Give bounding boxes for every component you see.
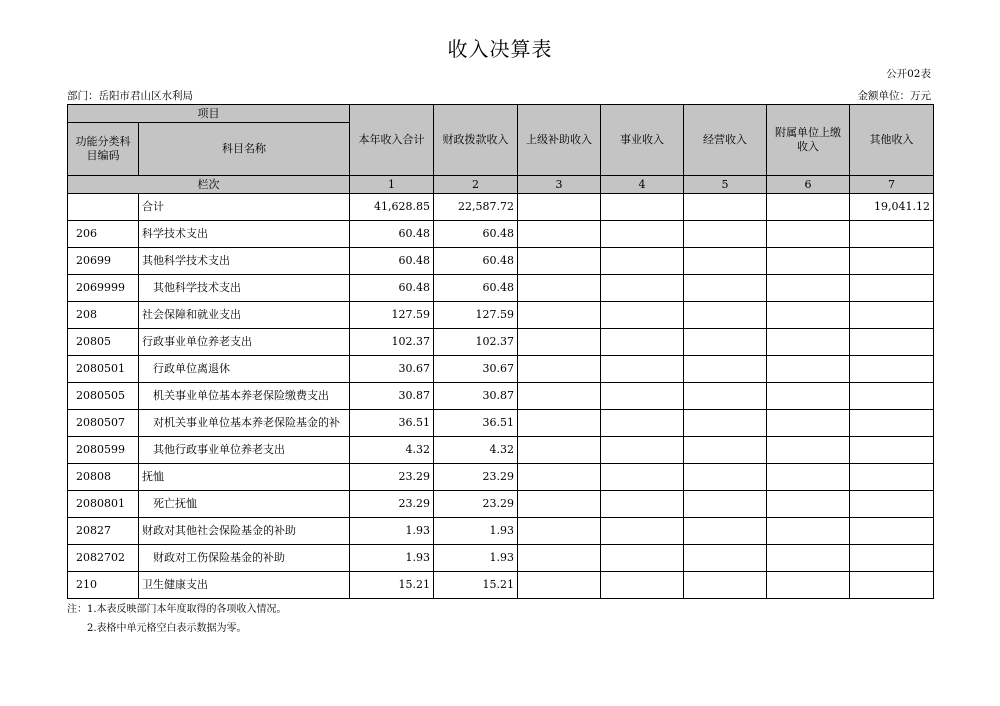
- cell-superior: [518, 491, 601, 518]
- cell-other: [850, 383, 934, 410]
- cell-operating: [684, 410, 767, 437]
- cell-fiscal: 60.48: [434, 275, 518, 302]
- cell-other: [850, 410, 934, 437]
- cell-fiscal: 23.29: [434, 464, 518, 491]
- table-row: [68, 356, 934, 383]
- cell-code: 20827: [68, 518, 139, 545]
- header-fiscal: 财政拨款收入: [434, 105, 518, 176]
- cell-business: [601, 383, 684, 410]
- cell-fiscal: 60.48: [434, 221, 518, 248]
- cell-affiliated: [767, 464, 850, 491]
- form-number: 公开02表: [886, 68, 931, 80]
- cell-affiliated: [767, 275, 850, 302]
- cell-total: 1.93: [350, 518, 434, 545]
- cell-name: 其他科学技术支出: [139, 248, 350, 275]
- cell-fiscal: 36.51: [434, 410, 518, 437]
- cell-affiliated: [767, 248, 850, 275]
- header-business: 事业收入: [601, 105, 684, 176]
- cell-name: 行政单位离退休: [139, 356, 350, 383]
- cell-affiliated: [767, 545, 850, 572]
- cell-name: 财政对工伤保险基金的补助: [139, 545, 350, 572]
- cell-code: 2080599: [68, 437, 139, 464]
- cell-affiliated: [767, 329, 850, 356]
- cell-total: 23.29: [350, 491, 434, 518]
- cell-name: 对机关事业单位基本养老保险基金的补: [139, 410, 350, 437]
- income-table: [67, 104, 934, 599]
- cell-total: 23.29: [350, 464, 434, 491]
- department-label: 部门：岳阳市君山区水利局: [67, 90, 193, 102]
- cell-operating: [684, 194, 767, 221]
- table-row: [68, 302, 934, 329]
- cell-other: [850, 329, 934, 356]
- cell-code: 2082702: [68, 545, 139, 572]
- cell-fiscal: 60.48: [434, 248, 518, 275]
- cell-name: 机关事业单位基本养老保险缴费支出: [139, 383, 350, 410]
- cell-superior: [518, 221, 601, 248]
- cell-operating: [684, 437, 767, 464]
- cell-business: [601, 302, 684, 329]
- table-row: [68, 275, 934, 302]
- cell-business: [601, 194, 684, 221]
- column-number: 1: [350, 176, 434, 194]
- cell-business: [601, 356, 684, 383]
- cell-operating: [684, 491, 767, 518]
- cell-name: 社会保障和就业支出: [139, 302, 350, 329]
- cell-operating: [684, 302, 767, 329]
- column-number: 7: [850, 176, 934, 194]
- cell-total: 1.93: [350, 545, 434, 572]
- table-row: [68, 572, 934, 599]
- note-line: 注：1.本表反映部门本年度取得的各项收入情况。: [67, 604, 287, 615]
- cell-name: 死亡抚恤: [139, 491, 350, 518]
- cell-code: 20699: [68, 248, 139, 275]
- cell-business: [601, 545, 684, 572]
- cell-business: [601, 275, 684, 302]
- note-line: 2.表格中单元格空白表示数据为零。: [87, 623, 247, 634]
- cell-code: 2080507: [68, 410, 139, 437]
- cell-affiliated: [767, 221, 850, 248]
- cell-fiscal: 127.59: [434, 302, 518, 329]
- cell-operating: [684, 356, 767, 383]
- cell-name: 其他行政事业单位养老支出: [139, 437, 350, 464]
- header-other: 其他收入: [850, 105, 934, 176]
- table-row: [68, 410, 934, 437]
- table-row: [68, 194, 934, 221]
- cell-code: 2080505: [68, 383, 139, 410]
- cell-total: 30.87: [350, 383, 434, 410]
- cell-operating: [684, 518, 767, 545]
- table-row: [68, 464, 934, 491]
- header-operating: 经营收入: [684, 105, 767, 176]
- header-code: 功能分类科目编码: [68, 123, 139, 176]
- table-row: [68, 545, 934, 572]
- cell-affiliated: [767, 302, 850, 329]
- header-affiliated: 附属单位上缴收入: [767, 105, 850, 176]
- cell-operating: [684, 464, 767, 491]
- column-number: 5: [684, 176, 767, 194]
- cell-affiliated: [767, 356, 850, 383]
- cell-total: 60.48: [350, 275, 434, 302]
- cell-code: [68, 194, 139, 221]
- cell-other: [850, 464, 934, 491]
- cell-other: [850, 302, 934, 329]
- header-superior: 上级补助收入: [518, 105, 601, 176]
- cell-business: [601, 221, 684, 248]
- cell-operating: [684, 572, 767, 599]
- cell-business: [601, 248, 684, 275]
- cell-other: [850, 275, 934, 302]
- cell-total: 60.48: [350, 248, 434, 275]
- column-number: 2: [434, 176, 518, 194]
- cell-superior: [518, 572, 601, 599]
- cell-business: [601, 518, 684, 545]
- cell-superior: [518, 356, 601, 383]
- table-row: [68, 518, 934, 545]
- cell-code: 2080801: [68, 491, 139, 518]
- cell-total: 60.48: [350, 221, 434, 248]
- cell-code: 2069999: [68, 275, 139, 302]
- cell-operating: [684, 221, 767, 248]
- cell-total: 127.59: [350, 302, 434, 329]
- cell-fiscal: 30.87: [434, 383, 518, 410]
- cell-name: 合计: [139, 194, 350, 221]
- table-row: [68, 383, 934, 410]
- cell-superior: [518, 545, 601, 572]
- cell-fiscal: 1.93: [434, 545, 518, 572]
- cell-name: 科学技术支出: [139, 221, 350, 248]
- column-number: 4: [601, 176, 684, 194]
- cell-name: 财政对其他社会保险基金的补助: [139, 518, 350, 545]
- cell-superior: [518, 410, 601, 437]
- cell-total: 30.67: [350, 356, 434, 383]
- cell-superior: [518, 329, 601, 356]
- header-column-label: 栏次: [68, 176, 350, 194]
- table-row: [68, 221, 934, 248]
- cell-affiliated: [767, 572, 850, 599]
- cell-other: [850, 221, 934, 248]
- cell-affiliated: [767, 383, 850, 410]
- cell-code: 2080501: [68, 356, 139, 383]
- cell-superior: [518, 464, 601, 491]
- cell-superior: [518, 275, 601, 302]
- table-row: [68, 248, 934, 275]
- cell-superior: [518, 383, 601, 410]
- cell-fiscal: 15.21: [434, 572, 518, 599]
- cell-fiscal: 23.29: [434, 491, 518, 518]
- cell-other: [850, 572, 934, 599]
- cell-name: 行政事业单位养老支出: [139, 329, 350, 356]
- cell-operating: [684, 383, 767, 410]
- cell-affiliated: [767, 194, 850, 221]
- cell-code: 20808: [68, 464, 139, 491]
- cell-superior: [518, 194, 601, 221]
- cell-fiscal: 30.67: [434, 356, 518, 383]
- column-number: 6: [767, 176, 850, 194]
- cell-business: [601, 491, 684, 518]
- cell-fiscal: 4.32: [434, 437, 518, 464]
- amount-unit-label: 金额单位：万元: [857, 90, 931, 102]
- cell-superior: [518, 518, 601, 545]
- cell-superior: [518, 302, 601, 329]
- cell-fiscal: 1.93: [434, 518, 518, 545]
- cell-operating: [684, 275, 767, 302]
- cell-code: 210: [68, 572, 139, 599]
- cell-other: [850, 518, 934, 545]
- cell-name: 其他科学技术支出: [139, 275, 350, 302]
- cell-operating: [684, 329, 767, 356]
- cell-business: [601, 437, 684, 464]
- table-row: [68, 329, 934, 356]
- cell-code: 208: [68, 302, 139, 329]
- cell-operating: [684, 248, 767, 275]
- cell-other: [850, 356, 934, 383]
- cell-code: 206: [68, 221, 139, 248]
- table-row: [68, 437, 934, 464]
- header-item: 项目: [68, 105, 350, 123]
- cell-affiliated: [767, 437, 850, 464]
- cell-total: 15.21: [350, 572, 434, 599]
- cell-affiliated: [767, 491, 850, 518]
- cell-business: [601, 329, 684, 356]
- table-row: [68, 491, 934, 518]
- cell-name: 抚恤: [139, 464, 350, 491]
- cell-other: 19,041.12: [850, 194, 934, 221]
- cell-fiscal: 102.37: [434, 329, 518, 356]
- cell-business: [601, 572, 684, 599]
- cell-superior: [518, 248, 601, 275]
- cell-other: [850, 491, 934, 518]
- cell-superior: [518, 437, 601, 464]
- header-name: 科目名称: [139, 123, 350, 176]
- cell-total: 102.37: [350, 329, 434, 356]
- cell-other: [850, 437, 934, 464]
- cell-affiliated: [767, 518, 850, 545]
- cell-name: 卫生健康支出: [139, 572, 350, 599]
- header-total: 本年收入合计: [350, 105, 434, 176]
- cell-operating: [684, 545, 767, 572]
- cell-total: 41,628.85: [350, 194, 434, 221]
- cell-affiliated: [767, 410, 850, 437]
- cell-other: [850, 248, 934, 275]
- notes: [67, 600, 287, 638]
- cell-fiscal: 22,587.72: [434, 194, 518, 221]
- report-title: 收入决算表: [447, 37, 553, 61]
- cell-total: 36.51: [350, 410, 434, 437]
- cell-total: 4.32: [350, 437, 434, 464]
- column-number: 3: [518, 176, 601, 194]
- cell-business: [601, 410, 684, 437]
- cell-code: 20805: [68, 329, 139, 356]
- cell-other: [850, 545, 934, 572]
- cell-business: [601, 464, 684, 491]
